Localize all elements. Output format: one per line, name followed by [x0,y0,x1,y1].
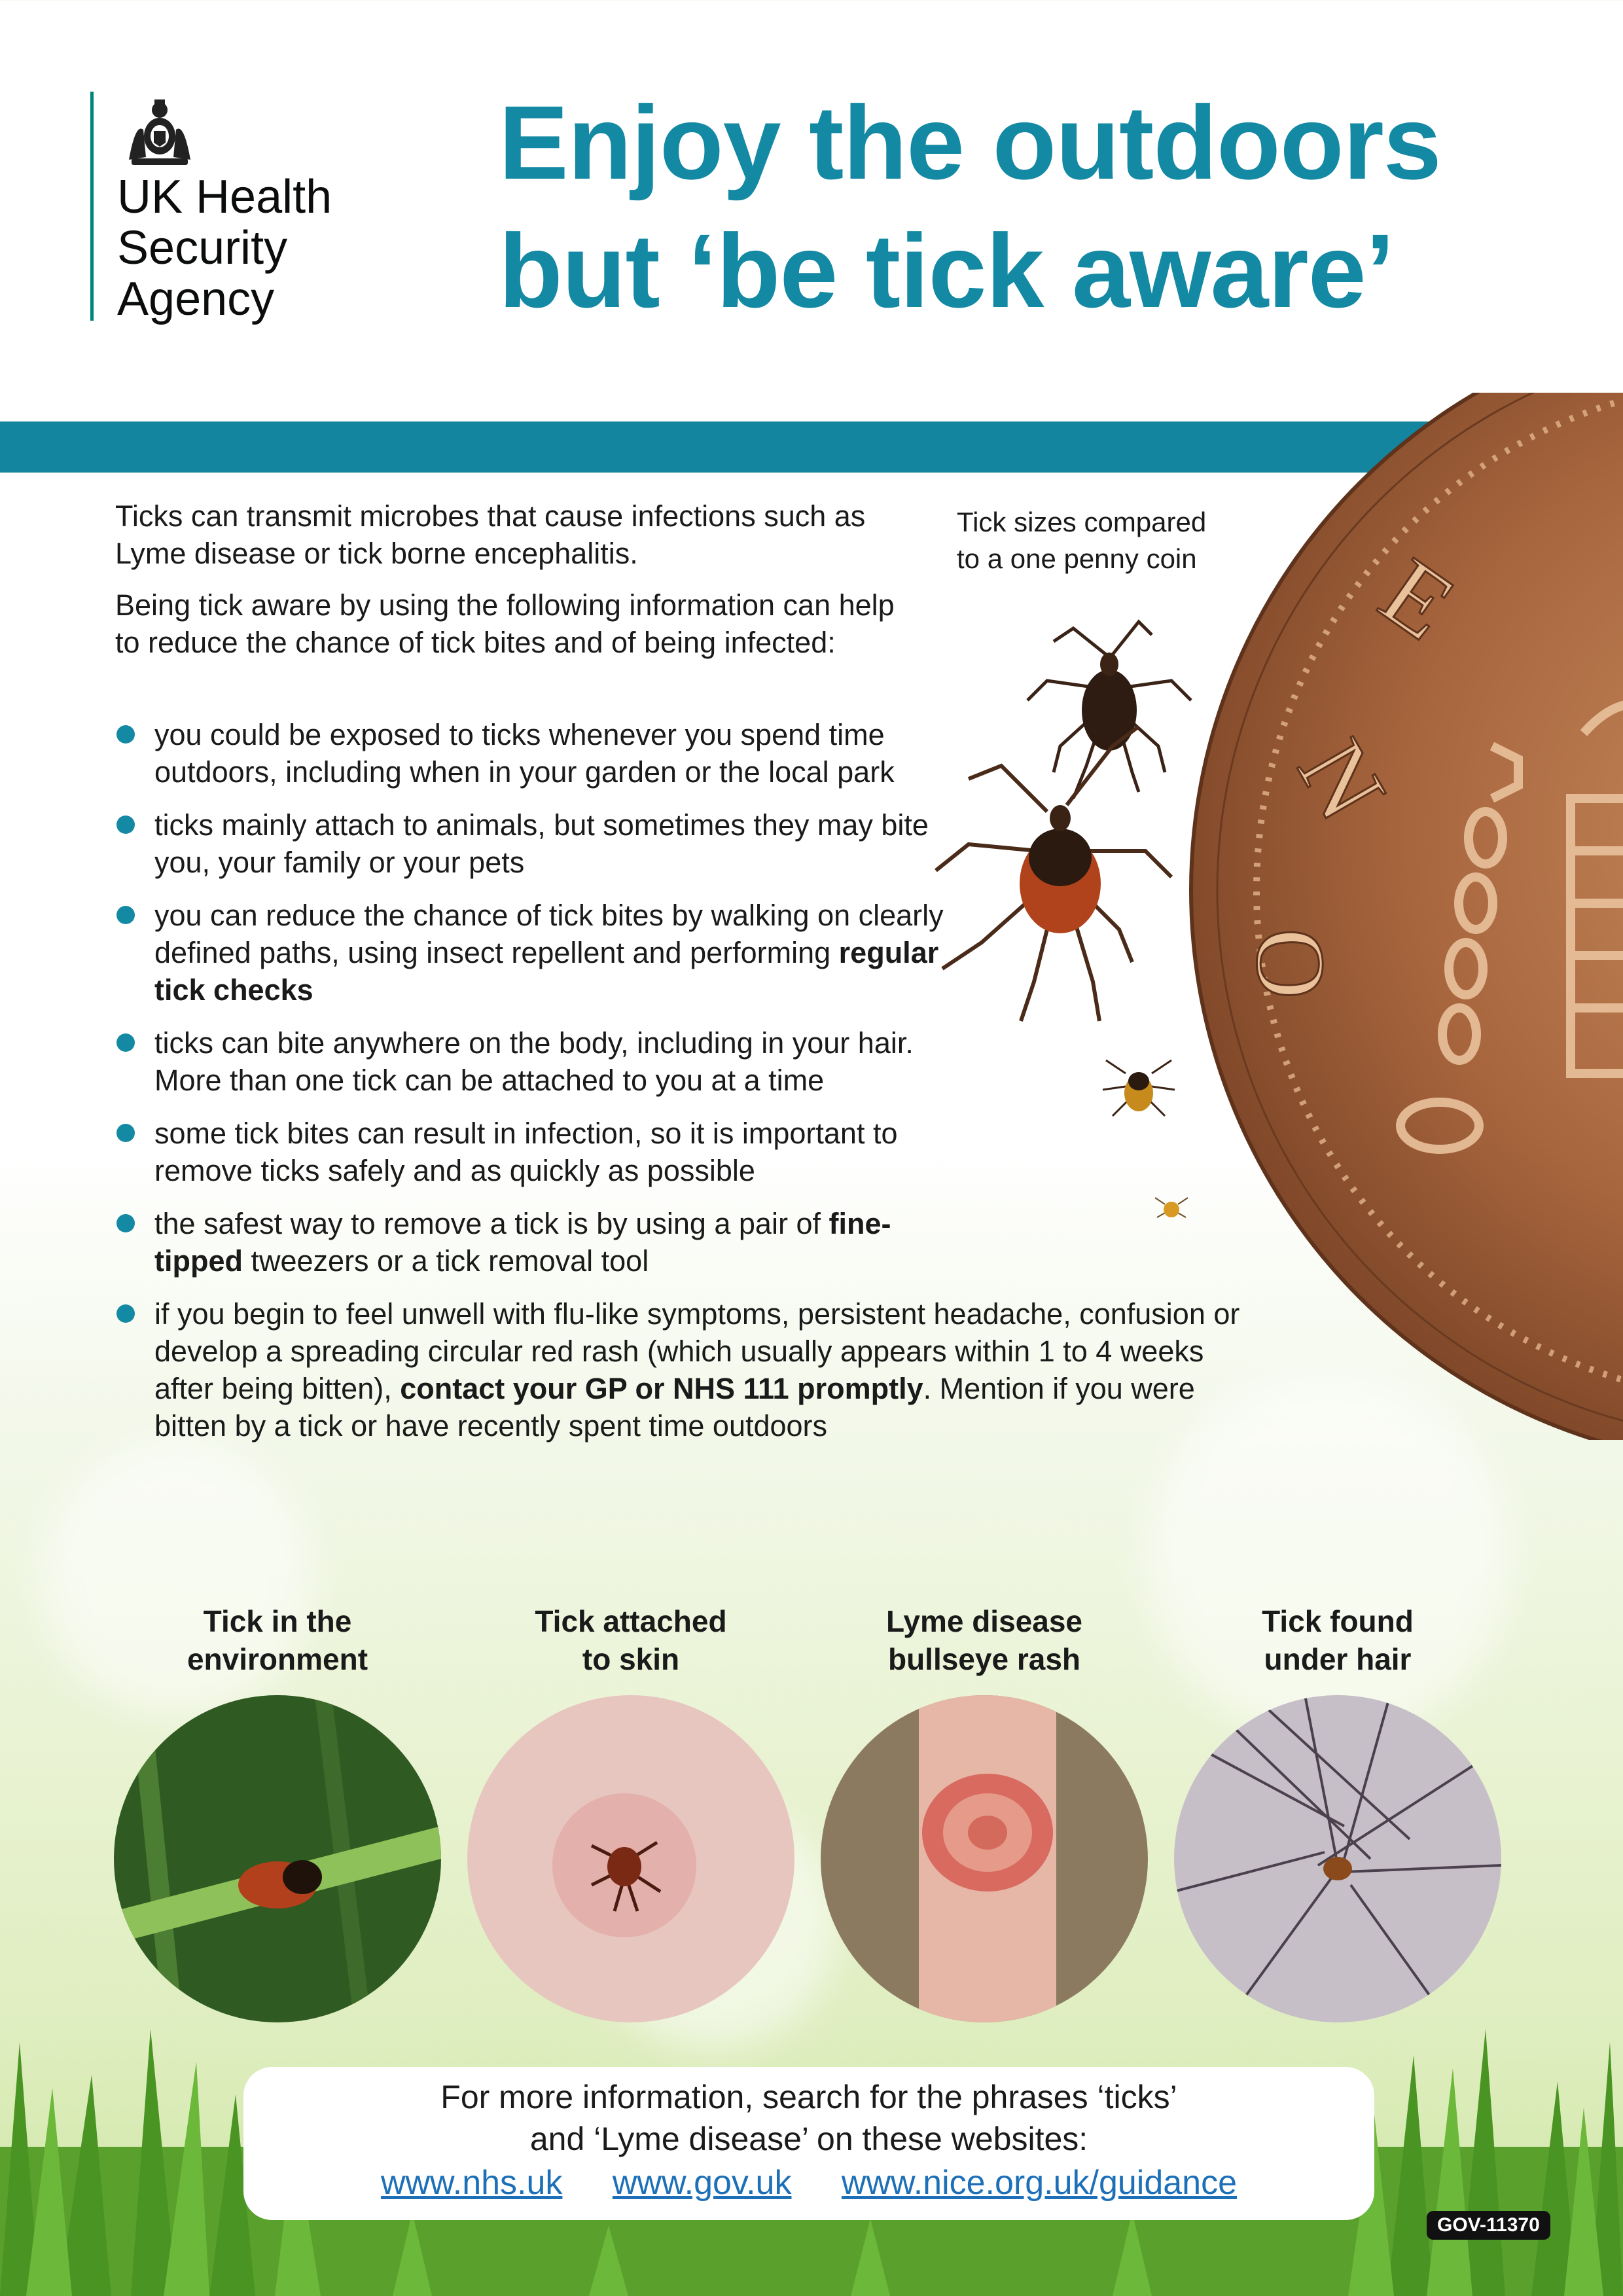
nhs-link[interactable]: www.nhs.uk [380,2164,563,2202]
intro-paragraph-1: Ticks can transmit microbes that cause infections such as Lyme disease or tick borne encephalitis. [115,499,866,570]
more-info-panel [243,2067,1374,2220]
coin-letter-o: O [1235,926,1346,1001]
bullet-dot-icon [116,816,135,834]
bullseye-rash-image [821,1695,1148,2022]
list-item: if you begin to feel unwell with flu-like symptoms, persistent headache, confusion or develop a spreading circular red rash (which usually appears within 1 to 4 weeks after being bitten), contact your GP or NHS 111 promptly. Mention if you were bitten by a tick or have recently spent time outdoors [115,1295,1254,1444]
photo-caption: Lyme disease bullseye rash [885,1604,1083,1676]
photo-caption: Tick attached to skin [535,1604,727,1676]
photo-bullseye-rash [814,1602,1154,2022]
ukhsa-logo [90,92,368,325]
info-text-line-1: For more information, search for the phrases ‘ticks’ [440,2079,1177,2115]
photo-tick-environment [107,1602,448,2022]
list-item: ticks can bite anywhere on the body, including in your hair. More than one tick can be attached to you at a time [115,1024,966,1099]
nice-link[interactable]: www.nice.org.uk/guidance [841,2164,1238,2202]
tick-on-skin-image [467,1695,794,2022]
intro-paragraph-2: Being tick aware by using the following information can help to reduce the chance of tick bites and of being infected: [115,588,895,659]
coin-letter-n: N [1277,722,1407,838]
page-title [499,79,1598,335]
list-item: ticks mainly attach to animals, but sometimes they may bite you, your family or your pets [115,806,966,881]
info-text-line-2: and ‘Lyme disease’ on these websites: [529,2121,1088,2157]
agency-name: UK Health Security Agency [117,171,332,325]
bullet-dot-icon [116,1214,135,1232]
coin-letter-e: E [1362,537,1474,661]
website-links [243,2161,1374,2204]
photo-caption: Tick in the environment [187,1604,368,1676]
list-item: you can reduce the chance of tick bites by walking on clearly defined paths, using insect repellent and performing regular tick checks [115,897,966,1009]
bullet-dot-icon [116,1033,135,1052]
list-item: some tick bites can result in infection, so it is important to remove ticks safely and as quickly as possible [115,1115,966,1189]
list-item: the safest way to remove a tick is by using a pair of fine-tipped tweezers or a tick removal tool [115,1205,966,1280]
emphasis-text: regular tick checks [154,936,939,1007]
photo-caption: Tick found under hair [1262,1604,1414,1676]
advice-list [115,716,1254,1460]
bullet-dot-icon [116,906,135,924]
bullet-dot-icon [116,725,135,744]
gov-link[interactable]: www.gov.uk [612,2164,792,2202]
bullet-dot-icon [116,1304,135,1323]
list-item: you could be exposed to ticks whenever you spend time outdoors, including when in your garden or the local park [115,716,966,791]
title-line-1: Enjoy the outdoors [499,84,1441,201]
tick-in-hair-image [1174,1695,1501,2022]
tick-on-grass-image [114,1695,441,2022]
tick-size-caption: Tick sizes compared to a one penny coin [957,507,1207,574]
emphasis-text: contact your GP or NHS 111 promptly [400,1372,923,1405]
photo-tick-skin [461,1602,801,2022]
emphasis-text: fine-tipped [154,1207,891,1278]
bullet-dot-icon [116,1124,135,1142]
document-code-badge: GOV-11370 [1427,2211,1550,2240]
title-line-2: but ‘be tick aware’ [499,212,1395,329]
royal-crest-icon [117,97,202,169]
photo-tick-hair [1168,1602,1508,2022]
